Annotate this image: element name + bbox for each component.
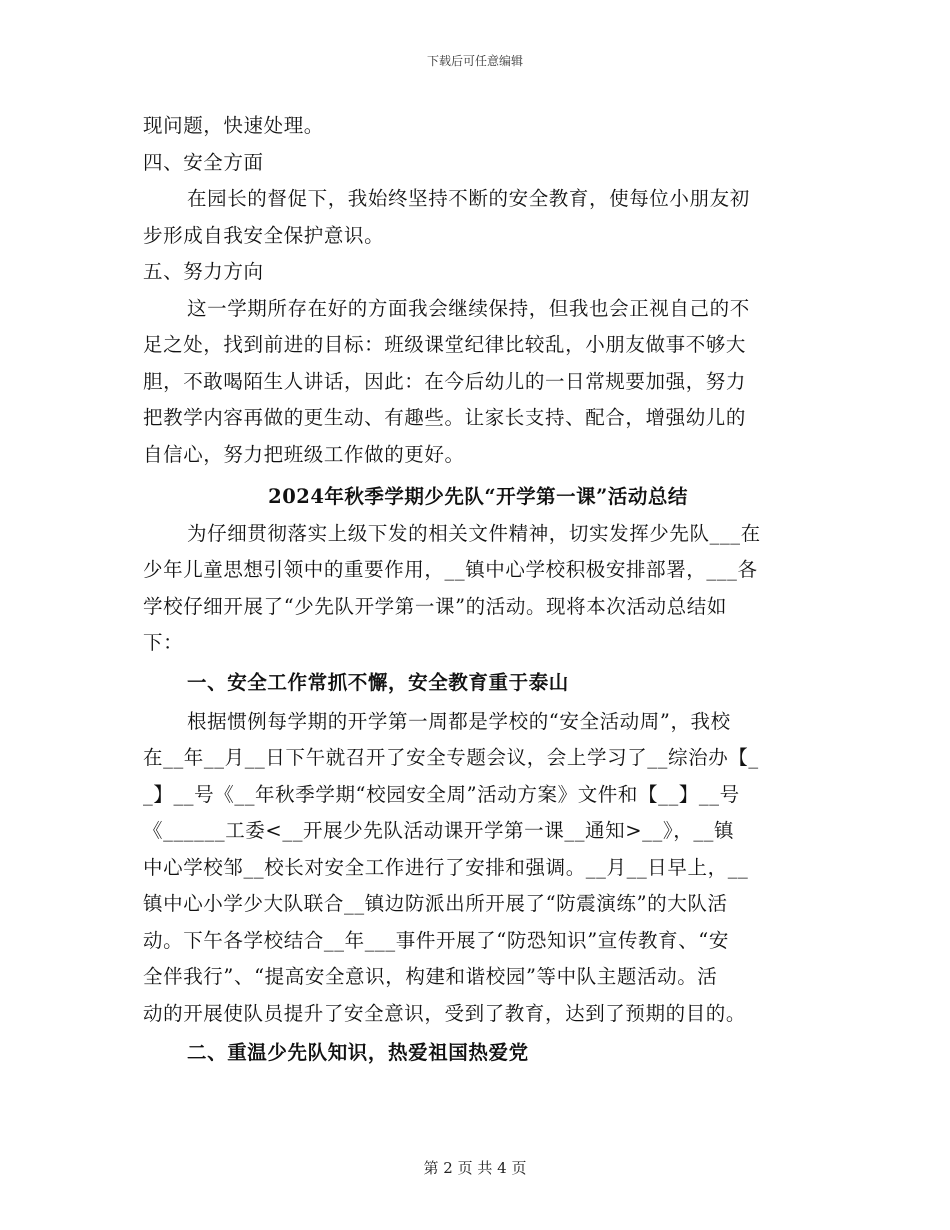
body-line: 动。下午各学校结合__年___事件开展了“防恐知识”宣传教育、“安 <box>143 928 729 952</box>
body-line: 现问题，快速处理。 <box>143 114 324 137</box>
section-heading-pioneer-knowledge: 二、重温少先队知识，热爱祖国热爱党 <box>187 1041 529 1064</box>
section-heading-direction: 五、努力方向 <box>143 260 264 283</box>
body-line: 在园长的督促下，我始终坚持不断的安全教育，使每位小朋友初 <box>187 187 750 210</box>
section-heading-safety: 四、安全方面 <box>143 150 264 174</box>
page-number: 第 2 页 共 4 页 <box>423 1159 527 1177</box>
header-note: 下载后可任意编辑 <box>426 54 523 68</box>
body-line: 胆，不敢喝陌生人讲话，因此：在今后幼儿的一日常规要加强，努力 <box>143 369 747 393</box>
body-line: 《______工委<__开展少先队活动课开学第一课__通知>__》，__镇 <box>143 819 735 842</box>
body-line: 下： <box>143 631 184 654</box>
body-line: 全伴我行”、“提高安全意识，构建和谐校园”等中队主题活动。活 <box>143 965 718 988</box>
section-heading-safety-work: 一、安全工作常抓不懈，安全教育重于泰山 <box>187 670 569 694</box>
body-line: 学校仔细开展了“少先队开学第一课”的活动。现将本次活动总结如 <box>143 594 727 618</box>
body-line: 镇中心小学少大队联合__镇边防派出所开展了“防震演练”的大队活 <box>143 892 728 915</box>
body-line: 把教学内容再做的更生动、有趣些。让家长支持、配合，增强幼儿的 <box>143 406 747 429</box>
body-line: 动的开展使队员提升了安全意识，受到了教育，达到了预期的目的。 <box>143 1001 747 1025</box>
body-line: 为仔细贯彻落实上级下发的相关文件精神，切实发挥少先队___在 <box>187 521 761 545</box>
body-line: 少年儿童思想引领中的重要作用，__镇中心学校积极安排部署，___各 <box>143 558 758 581</box>
body-line: 根据惯例每学期的开学第一周都是学校的“安全活动周”，我校 <box>187 709 731 733</box>
document-title: 2024年秋季学期少先队“开学第一课”活动总结 <box>268 485 688 508</box>
document-body <box>143 108 813 1074</box>
body-line: 在__年__月__日下午就召开了安全专题会议，会上学习了__综治办【_ <box>143 746 759 769</box>
body-line: 这一学期所存在好的方面我会继续保持，但我也会正视自己的不 <box>187 296 750 320</box>
body-line: _】__号《__年秋季学期“校园安全周”活动方案》文件和【__】__号 <box>143 782 740 806</box>
body-line: 步形成自我安全保护意识。 <box>143 223 385 247</box>
body-line: 自信心，努力把班级工作做的更好。 <box>143 442 465 466</box>
body-line: 足之处，找到前进的目标：班级课堂纪律比较乱，小朋友做事不够大 <box>143 333 747 356</box>
body-line: 中心学校邹__校长对安全工作进行了安排和强调。__月__日早上，__ <box>143 855 749 879</box>
